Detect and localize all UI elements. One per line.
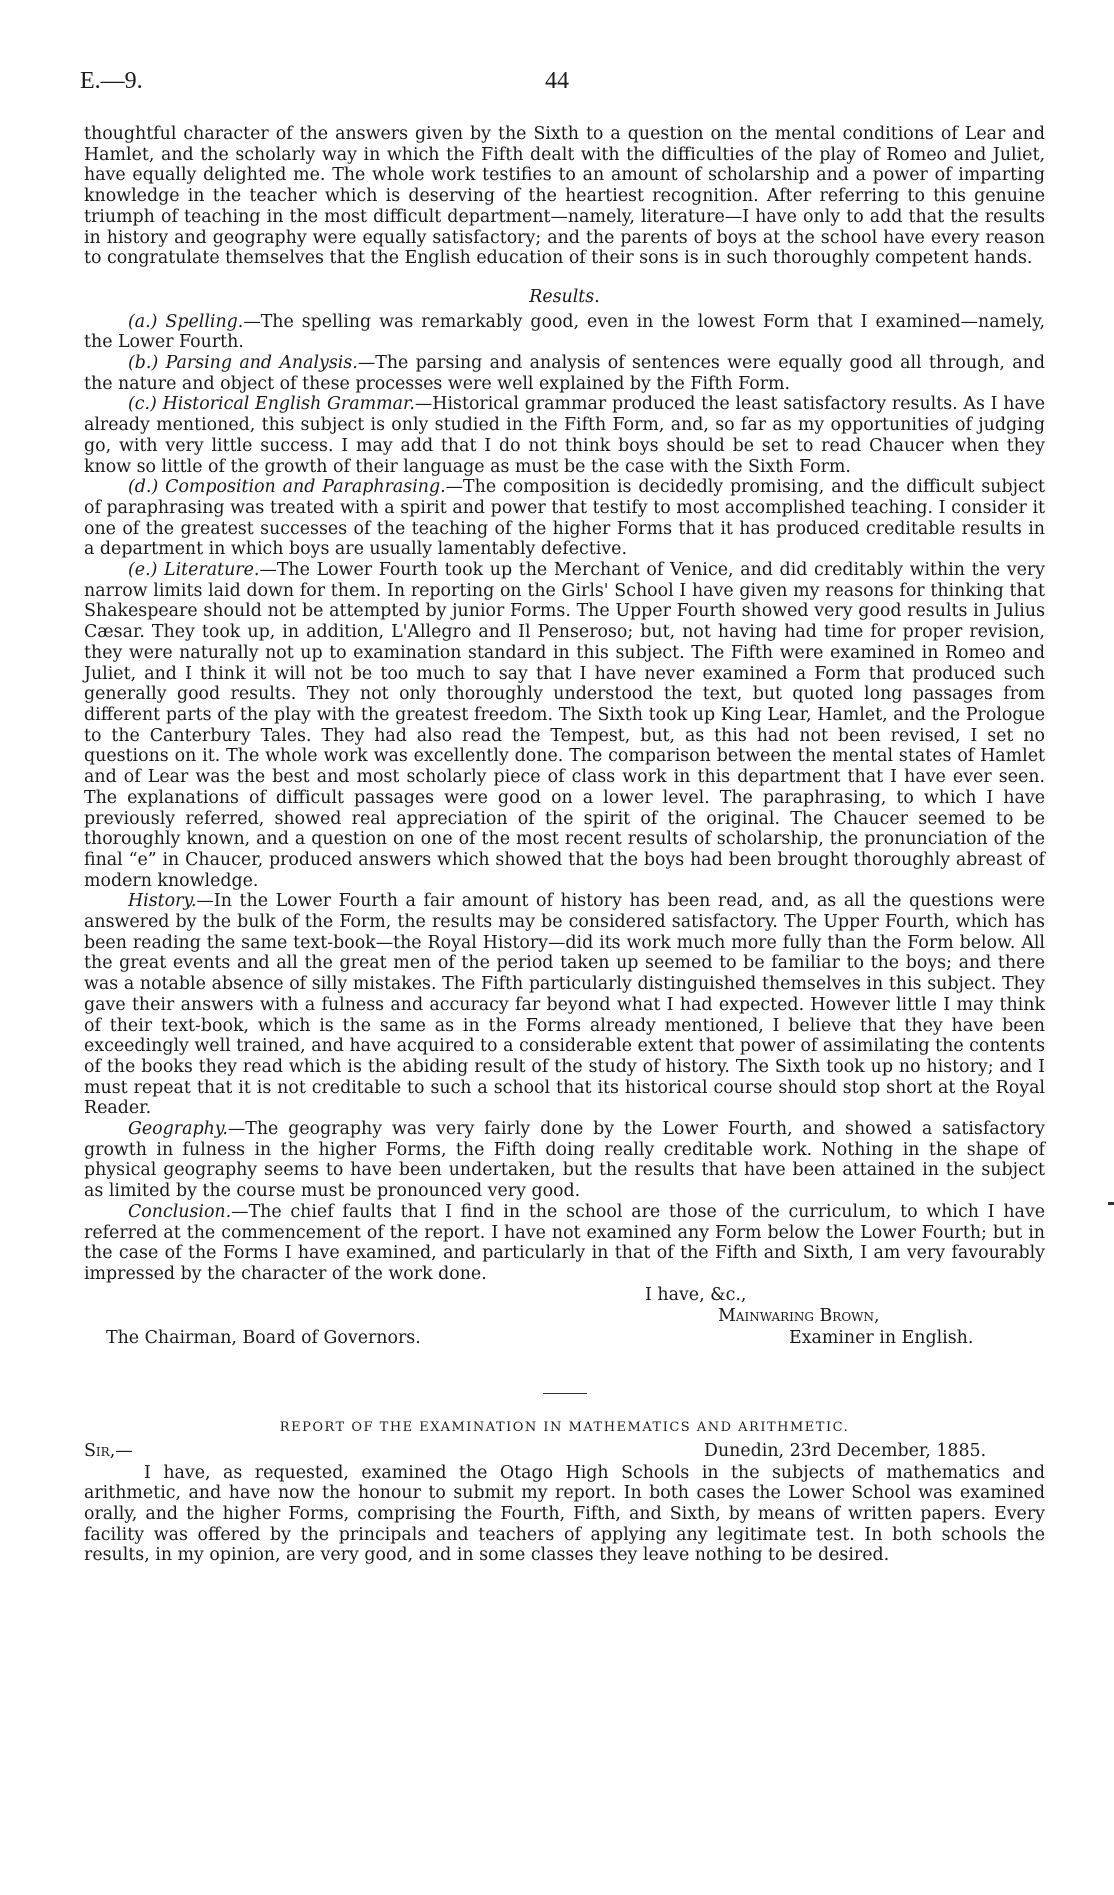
section-label: (e.) Literature. (128, 560, 260, 581)
section-text: —The chief faults that I find in the school are those of the curriculum, to which I have referred at the commencement of the report. I have not examined any Form below the Lower Fourth; but in the case of the Forms I have examined, and particularly in that of the Fifth and Sixth, I am very favourably impressed by the character of the work done. (84, 1201, 1045, 1284)
section-label: (a.) Spelling. (128, 311, 244, 332)
salutation-line (84, 1441, 1045, 1463)
section-text: —The spelling was remarkably good, even in the lowest Form that I examined—namely, the Lower Fourth. (84, 311, 1045, 353)
section-literature (84, 560, 1045, 891)
section-divider (543, 1393, 587, 1394)
page-reference: E.—9. (80, 68, 143, 94)
signature-block (84, 1285, 1045, 1371)
report-paragraph: I have, as requested, examined the Otago High Schools in the subjects of mathematics and arithmetic, and have now the honour to submit my report. In both cases the Lower School was examined orally, and the higher Forms, comprising the Fourth, Fifth, and Sixth, by means of written papers. Every facility was offered by the principals and teachers of applying any legitimate test. In both schools the results, in my opinion, are very good, and in some classes they leave nothing to be desired. (84, 1462, 1045, 1566)
section-text: —Historical grammar produced the least satisfactory results. As I have already mentioned, this subject is only studied in the Fifth Form, and, so far as my opportunities of judging go, with very little success. I may add that I do not think boys should be set to read Chaucer when they know so little of the growth of their language as must be the case with the Sixth Form. (84, 394, 1045, 477)
page-header (80, 68, 1010, 98)
place-date: Dunedin, 23rd December, 1885. (704, 1440, 987, 1461)
results-heading: Results. (529, 286, 600, 307)
section-label: (d.) Composition and Paraphrasing. (128, 477, 446, 498)
section-label: Geography. (128, 1119, 228, 1140)
section-text: —The parsing and analysis of sentences were equally good all through, and the nature and object of these processes were well explained by the Fifth Form. (84, 353, 1046, 394)
intro-paragraph: thoughtful character of the answers given by the Sixth to a question on the mental conditions of Lear and Hamlet, and the scholarly way in which the Fifth dealt with the difficulties of the play of Romeo and Juliet, have equally delighted me. The whole work testifies to an amount of scholarship and a power of imparting knowledge in the teacher which is deserving of the heartiest recognition. After referring to this genuine triumph of teaching in the most difficult department—namely, literature—I have only to add that the results in history and geography were equally satisfactory; and the parents of boys at the school have every reason to congratulate themselves that the English education of their sons is in such thoroughly competent hands. (84, 124, 1045, 269)
section-composition (84, 477, 1045, 560)
section-spelling (84, 312, 1045, 353)
section-text: —The Lower Fourth took up the Merchant of Venice, and did creditably within the very narrow limits laid down for them. In reporting on the Girls' School I have given my reasons for thinking that Shakespeare should not be attempted by junior Forms. The Upper Fourth showed very good results in Julius Cæsar. They took up, in addition, L'Allegro and Il Penseroso; but, not having had time for proper revision, they were naturally not up to examination standard in this subject. The Fifth were examined in Romeo and Juliet, and I think it will not be too much to say that I have never examined a Form that produced such generally good results. They not only thoroughly understood the text, but quoted long passages from different parts of the play with the greatest freedom. The Sixth took up King Lear, Hamlet, and the Prologue to the Canterbury Tales. They had also read the Tempest, but, as this had not been revised, I set no questions on it. The whole work was excellently done. The comparison between the mental states of Hamlet and of Lear was the best and most scholarly piece of class work in this department that I have ever seen. The explanations of difficult passages were good on a lower level. The paraphrasing, to which I have previously referred, showed real appreciation of the spirit of the original. The Chaucer seemed to be thoroughly known, and a question on one of the most recent results of scholarship, the pronunciation of the final “e” in Chaucer, produced answers which showed that the boys had been brought thoroughly abreast of modern knowledge. (84, 560, 1046, 891)
salutation: Sir,— (84, 1440, 133, 1461)
recipient: The Chairman, Board of Governors. (106, 1327, 421, 1348)
section-conclusion (84, 1202, 1045, 1285)
section-label: Conclusion. (128, 1201, 232, 1222)
signatory-name: Mainwaring Brown, (718, 1305, 880, 1326)
section-text: —In the Lower Fourth a fair amount of history has been read, and, as all the questions were answered by the bulk of the Form, the results may be considered satisfactory. The Upper Fourth, which has been reading the same text-book—the Royal History—did its work much more fully than the Form below. All the great events and all the great men of the period taken up seemed to be familiar to the boys; and there was a notable absence of silly mistakes. The Fifth particularly distinguished themselves in this subject. They gave their answers with a fulness and accuracy far beyond what I had expected. However little I may think of their text-book, which is the same as in the Forms already mentioned, I believe that they have been exceedingly well trained, and have acquired to a considerable extent that power of assimilating the contents of the books they read which is the abiding result of the study of history. The Sixth took up no history; and I must repeat that it is not creditable to such a school that its historical course should stop short at the Royal Reader. (84, 891, 1045, 1119)
section-label: (b.) Parsing and Analysis. (128, 353, 358, 374)
section-label: (c.) Historical English Grammar. (128, 394, 415, 415)
margin-mark (1108, 1202, 1114, 1205)
section-label: History. (128, 891, 197, 912)
section-historical-grammar (84, 394, 1045, 477)
section-text: —The geography was very fairly done by the Lower Fourth, and showed a satisfactory growth in fulness in the higher Forms, the Fifth doing really creditable work. Nothing in the shape of physical geography seems to have been undertaken, but the results that have been attained in the subject as limited by the course must be pronounced very good. (84, 1119, 1045, 1202)
report-title: REPORT OF THE EXAMINATION IN MATHEMATICS AND ARITHMETIC. (279, 1419, 850, 1435)
page-number: 44 (545, 68, 569, 94)
sign-off: I have, &c., (645, 1284, 747, 1305)
section-parsing-analysis (84, 353, 1045, 394)
section-history (84, 891, 1045, 1119)
section-geography (84, 1119, 1045, 1202)
page-body (84, 124, 1045, 1566)
section-text: —The composition is decidedly promising, and the difficult subject of paraphrasing was treated with a spirit and power that testify to most accomplished teaching. I consider it one of the greatest successes of the teaching of the higher Forms that it has produced creditable results in a department in which boys are usually lamentably defective. (84, 477, 1046, 560)
signatory-role: Examiner in English. (789, 1327, 974, 1348)
